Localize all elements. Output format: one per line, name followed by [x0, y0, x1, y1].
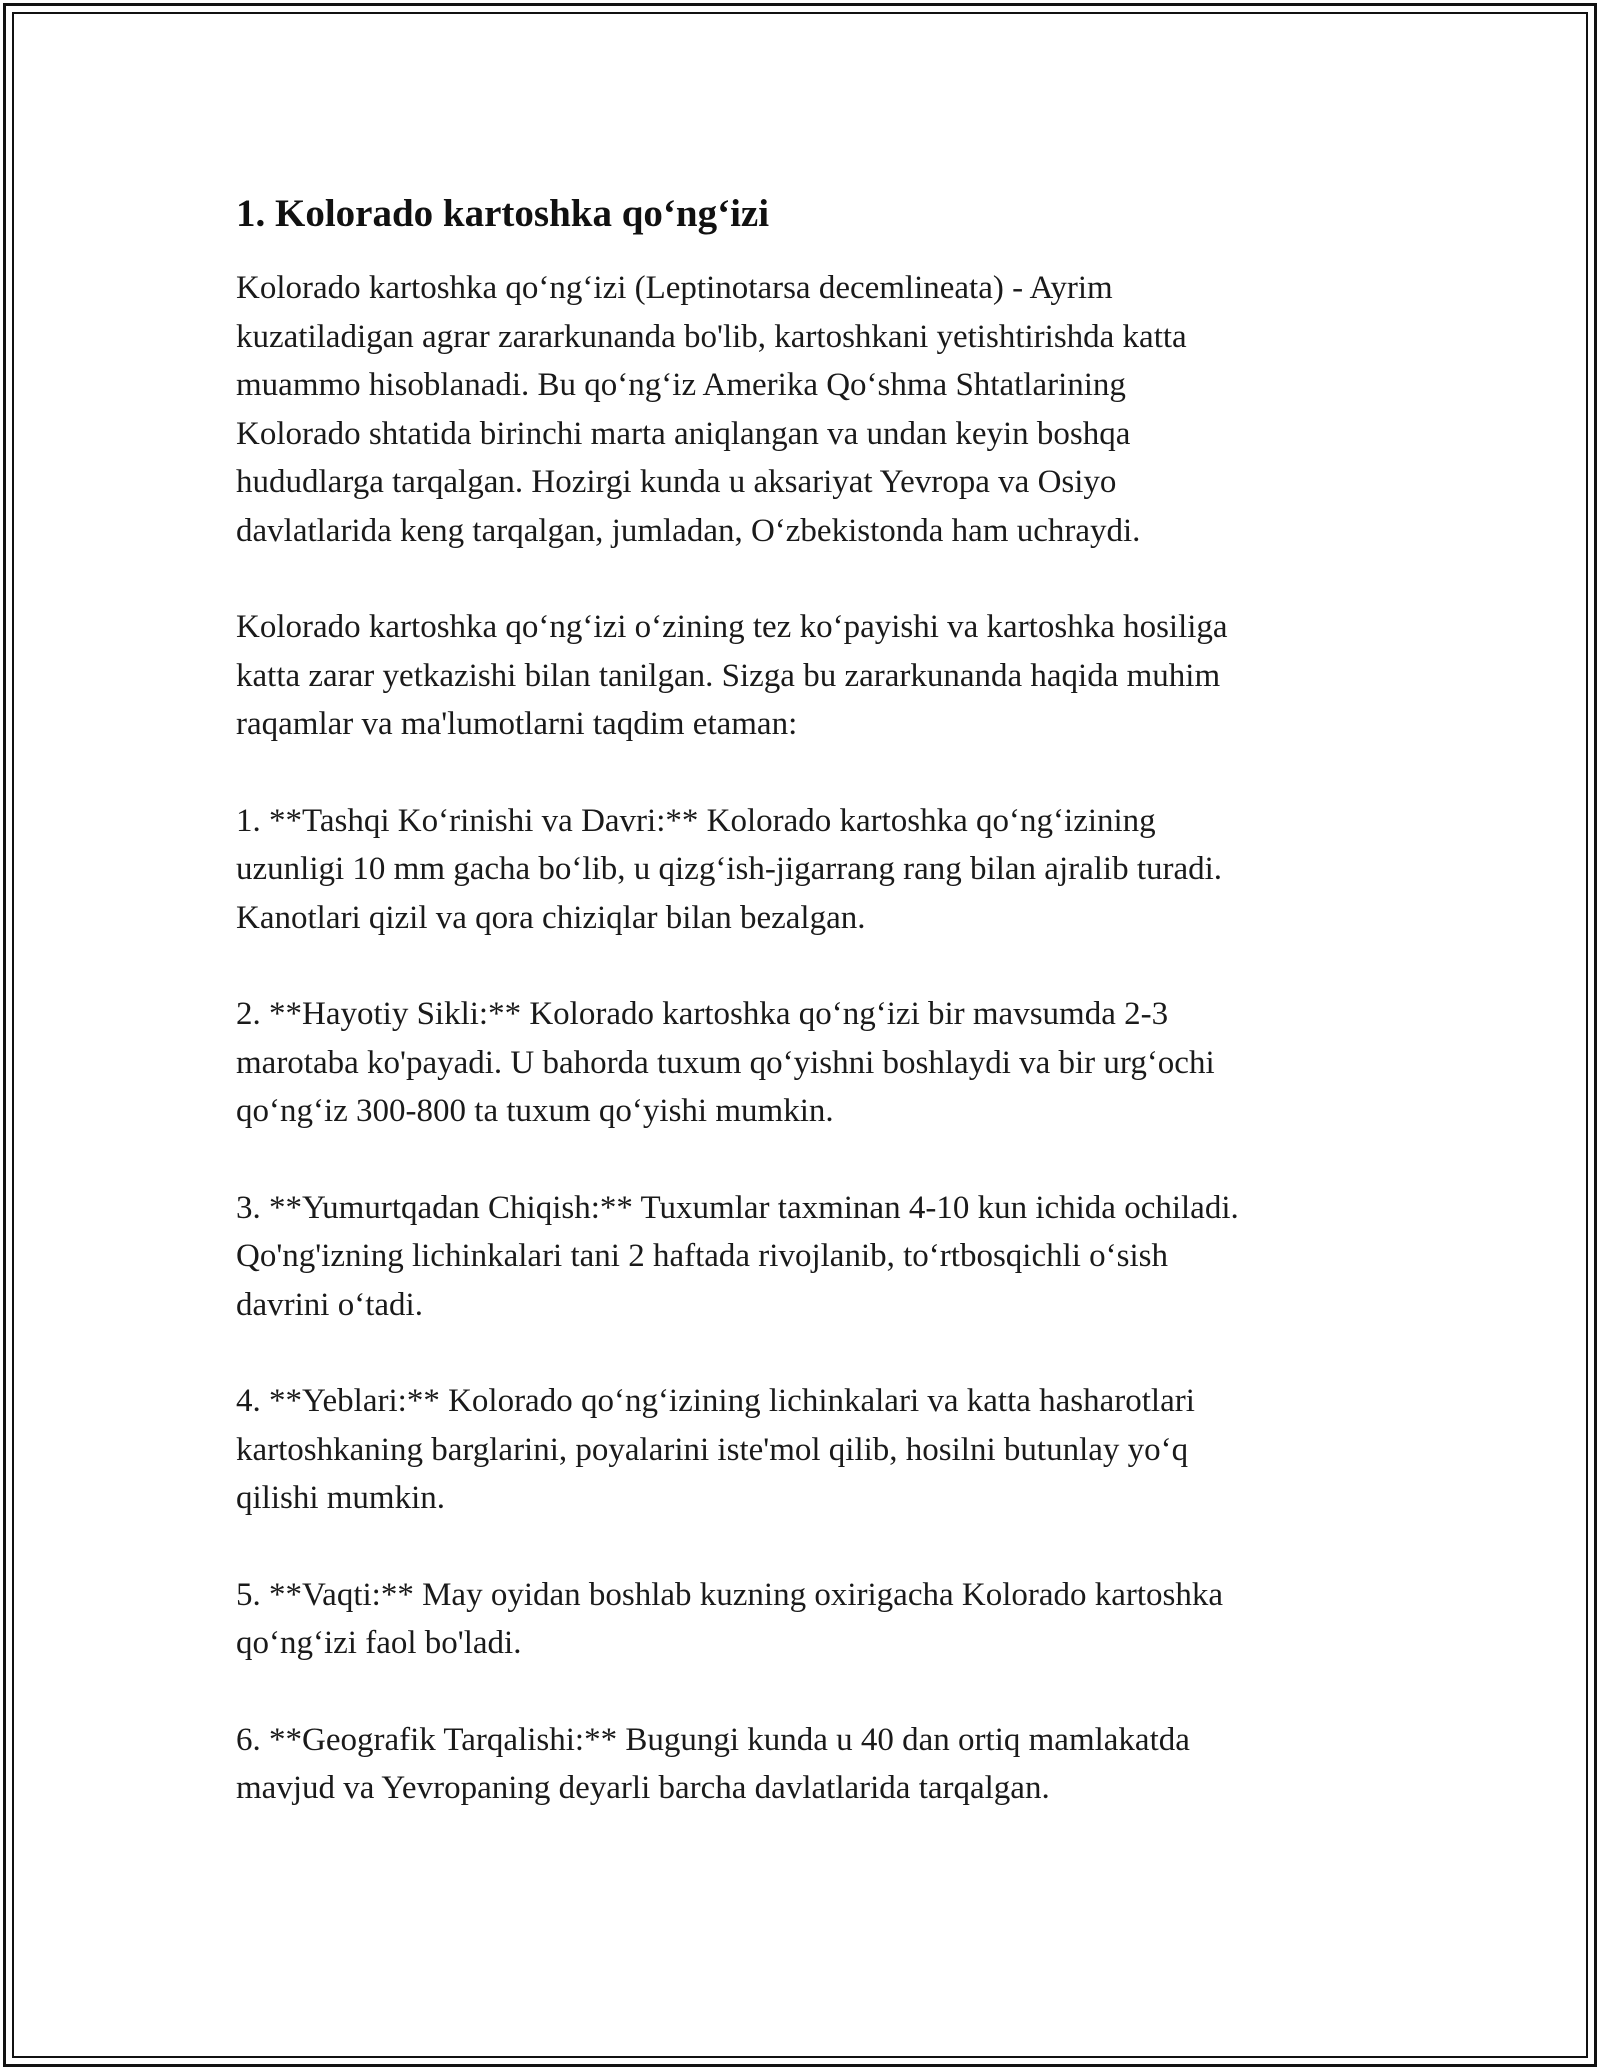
document-body [236, 190, 1376, 1861]
document-heading: 1. Kolorado kartoshka qo‘ng‘izi [236, 192, 770, 235]
intro-paragraph: Kolorado kartoshka qo‘ng‘izi (Leptinotarsa decemlineata) - Ayrim kuzatiladigan agrar zararkunanda bo'lib, kartoshkani yetishtirishda katta muammo hisoblanadi. Bu qo‘ng‘iz Amerika Qo‘shma Shtatlarining Kolorado shtatida birinchi marta aniqlangan va undan keyin boshqa hududlarga tarqalgan. Hozirgi kunda u aksariyat Yevropa va Osiyo davlatlarida keng tarqalgan, jumladan, O‘zbekistonda ham uchraydi. [236, 270, 1187, 549]
list-item-feeding: 4. **Yeblari:** Kolorado qo‘ng‘izining lichinkalari va katta hasharotlari kartoshkaning barglarini, poyalarini iste'mol qilib, hosilni butunlay yo‘q qilishi mumkin. [236, 1383, 1195, 1516]
list-item-distribution: 6. **Geografik Tarqalishi:** Bugungi kunda u 40 dan ortiq mamlakatda mavjud va Yevropaning deyarli barcha davlatlarida tarqalgan. [236, 1721, 1190, 1806]
summary-paragraph: Kolorado kartoshka qo‘ng‘izi o‘zining tez ko‘payishi va kartoshka hosiliga katta zarar yetkazishi bilan tanilgan. Sizga bu zararkunanda haqida muhim raqamlar va ma'lumotlarni taqdim etaman: [236, 609, 1228, 742]
list-item-hatching: 3. **Yumurtqadan Chiqish:** Tuxumlar taxminan 4-10 kun ichida ochiladi. Qo'ng'izning lichinkalari tani 2 haftada rivojlanib, to‘rtbosqichli o‘sish davrini o‘tadi. [236, 1189, 1239, 1323]
list-item-appearance: 1. **Tashqi Ko‘rinishi va Davri:** Kolorado kartoshka qo‘ng‘izining uzunligi 10 mm gacha bo‘lib, u qizg‘ish-jigarrang rang bilan ajralib turadi. Kanotlari qizil va qora chiziqlar bilan bezalgan. [236, 802, 1223, 936]
list-item-season: 5. **Vaqti:** May oyidan boshlab kuzning oxirigacha Kolorado kartoshka qo‘ng‘izi faol bo'ladi. [236, 1576, 1224, 1661]
list-item-life-cycle: 2. **Hayotiy Sikli:** Kolorado kartoshka qo‘ng‘izi bir mavsumda 2-3 marotaba ko'payadi. U bahorda tuxum qo‘yishni boshlaydi va bir urg‘ochi qo‘ng‘iz 300-800 ta tuxum qo‘yishi mumkin. [236, 996, 1215, 1129]
